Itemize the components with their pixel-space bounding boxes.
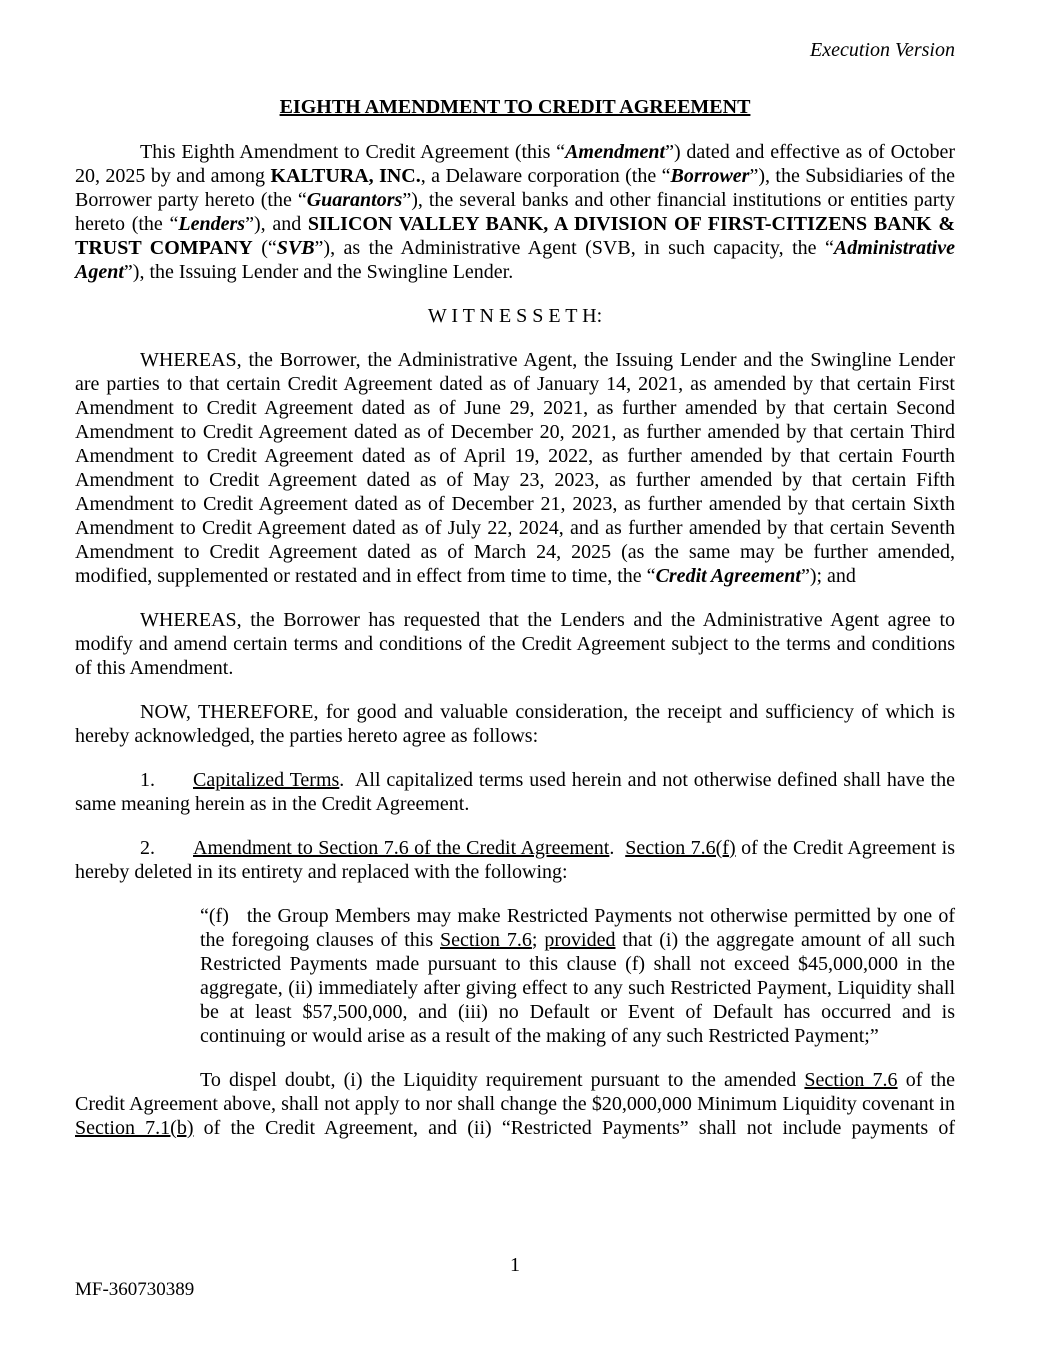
text-segment: This Eighth Amendment to Credit Agreement (this “ bbox=[140, 141, 566, 163]
text-segment: ”), the Issuing Lender and the Swingline Lender. bbox=[123, 261, 514, 283]
text-segment: Borrower bbox=[670, 165, 750, 187]
text-segment: ”), the several banks and other financial institutions or entities party hereto (the “ bbox=[75, 189, 955, 235]
text-segment: Section 7.6 bbox=[804, 1069, 898, 1091]
text-segment: Administrative Agent bbox=[75, 237, 955, 283]
text-segment: . bbox=[609, 837, 626, 859]
text-segment: “(f) bbox=[200, 905, 229, 927]
text-segment: . All capitalized terms used herein and not otherwise defined shall have the same meaning herein as in the Credit Agreement. bbox=[75, 769, 955, 815]
text-segment: , a Delaware corporation (the “ bbox=[420, 165, 671, 187]
recitals-paragraph-2 bbox=[75, 608, 955, 680]
text-segment: Amendment to Section 7.6 of the Credit Agreement bbox=[193, 837, 610, 859]
text-segment: Capitalized Terms bbox=[193, 769, 340, 791]
text-segment: of the Credit Agreement, and (ii) “Restricted Payments” shall not include payments of bbox=[193, 1117, 955, 1139]
text-segment: NOW, THEREFORE, for good and valuable consideration, the receipt and sufficiency of which is hereby acknowledged, the parties hereto agree as follows: bbox=[75, 701, 955, 747]
text-segment: Guarantors bbox=[306, 189, 403, 211]
text-segment: Section 7.1(b) bbox=[75, 1117, 194, 1139]
text-segment: WHEREAS, the Borrower has requested that the Lenders and the Administrative Agent agree to modify and amend certain terms and conditions of the Credit Agreement subject to the terms and conditions of this Amendment. bbox=[75, 609, 955, 679]
text-segment: ; bbox=[531, 929, 545, 951]
document-title-text: EIGHTH AMENDMENT TO CREDIT AGREEMENT bbox=[279, 96, 751, 118]
text-segment: SVB bbox=[276, 237, 315, 259]
text-segment: SILICON VALLEY BANK, A DIVISION OF FIRST-CITIZENS BANK & TRUST COMPANY bbox=[75, 213, 955, 259]
page-number: 1 bbox=[510, 1254, 520, 1276]
text-segment: Section 7.6 bbox=[440, 929, 532, 951]
text-segment: ”), as the Administrative Agent (SVB, in such capacity, the “ bbox=[314, 237, 834, 259]
text-segment: Amendment bbox=[565, 141, 666, 163]
text-segment: 2. bbox=[140, 837, 155, 859]
recitals-paragraph-1 bbox=[75, 348, 955, 588]
text-segment: (“ bbox=[252, 237, 277, 259]
text-segment: Section 7.6(f) bbox=[625, 837, 736, 859]
section-2-amendment-7-6 bbox=[75, 836, 955, 884]
execution-version-label: Execution Version bbox=[810, 39, 955, 61]
text-segment: To dispel doubt, (i) the Liquidity requirement pursuant to the amended bbox=[200, 1069, 805, 1091]
text-segment: that (i) the aggregate amount of all such Restricted Payments made pursuant to this clause (f) shall not exceed $45,000,000 in the aggregate, (ii) immediately after giving effect to any such Restricted Payment, Liquidity shall be at least $57,500,000, and (iii) no Default or Event of Default has occurred and is continuing or would arise as a result of the making of any such Restricted Payment;” bbox=[200, 929, 956, 1047]
now-therefore-paragraph bbox=[75, 700, 955, 748]
text-segment: 1. bbox=[140, 769, 155, 791]
section-1-capitalized-terms bbox=[75, 768, 955, 816]
text-segment: ”), the Subsidiaries of the Borrower party hereto (the “ bbox=[75, 165, 956, 211]
dispel-doubt-paragraph bbox=[75, 1068, 955, 1140]
document-id: MF-360730389 bbox=[75, 1279, 195, 1300]
text-segment: of the Credit Agreement above, shall not apply to nor shall change the $20,000,000 Minimum Liquidity covenant in bbox=[75, 1069, 955, 1115]
witnesseth-heading: W I T N E S S E T H: bbox=[427, 305, 603, 327]
text-segment: provided bbox=[544, 929, 616, 951]
text-segment: ”); and bbox=[800, 565, 856, 587]
text-segment: of the Credit Agreement is hereby deleted in its entirety and replaced with the following: bbox=[75, 837, 956, 883]
text-segment: KALTURA, INC. bbox=[270, 165, 421, 187]
intro-paragraph bbox=[75, 140, 955, 284]
text-segment: ”), and bbox=[245, 213, 308, 235]
text-segment: Lenders bbox=[178, 213, 246, 235]
text-segment: the Group Members may make Restricted Payments not otherwise permitted by one of the foregoing clauses of this bbox=[200, 905, 955, 951]
document-title bbox=[75, 95, 955, 119]
text-segment: ”) dated and effective as of October 20, 2025 by and among bbox=[75, 141, 955, 187]
text-segment: WHEREAS, the Borrower, the Administrative Agent, the Issuing Lender and the Swingline Lender are parties to that certain Credit Agreement dated as of January 14, 2021, as amended by that certain First Amendment to Credit Agreement dated as of June 29, 2021, as further amended by that certain Second Amendment to Credit Agreement dated as of December 20, 2021, as further amended by that certain Third Amendment to Credit Agreement dated as of April 19, 2022, as further amended by that certain Fourth Amendment to Credit Agreement dated as of May 23, 2023, as further amended by that certain Fifth Amendment to Credit Agreement dated as of December 21, 2023, as further amended by that certain Sixth Amendment to Credit Agreement dated as of July 22, 2024, and as further amended by that certain Seventh Amendment to Credit Agreement dated as of March 24, 2025 (as the same may be further amended, modified, supplemented or restated and in effect from time to time, the “ bbox=[75, 349, 955, 587]
section-7-6-f-quote bbox=[200, 904, 955, 1048]
text-segment: Credit Agreement bbox=[655, 565, 801, 587]
